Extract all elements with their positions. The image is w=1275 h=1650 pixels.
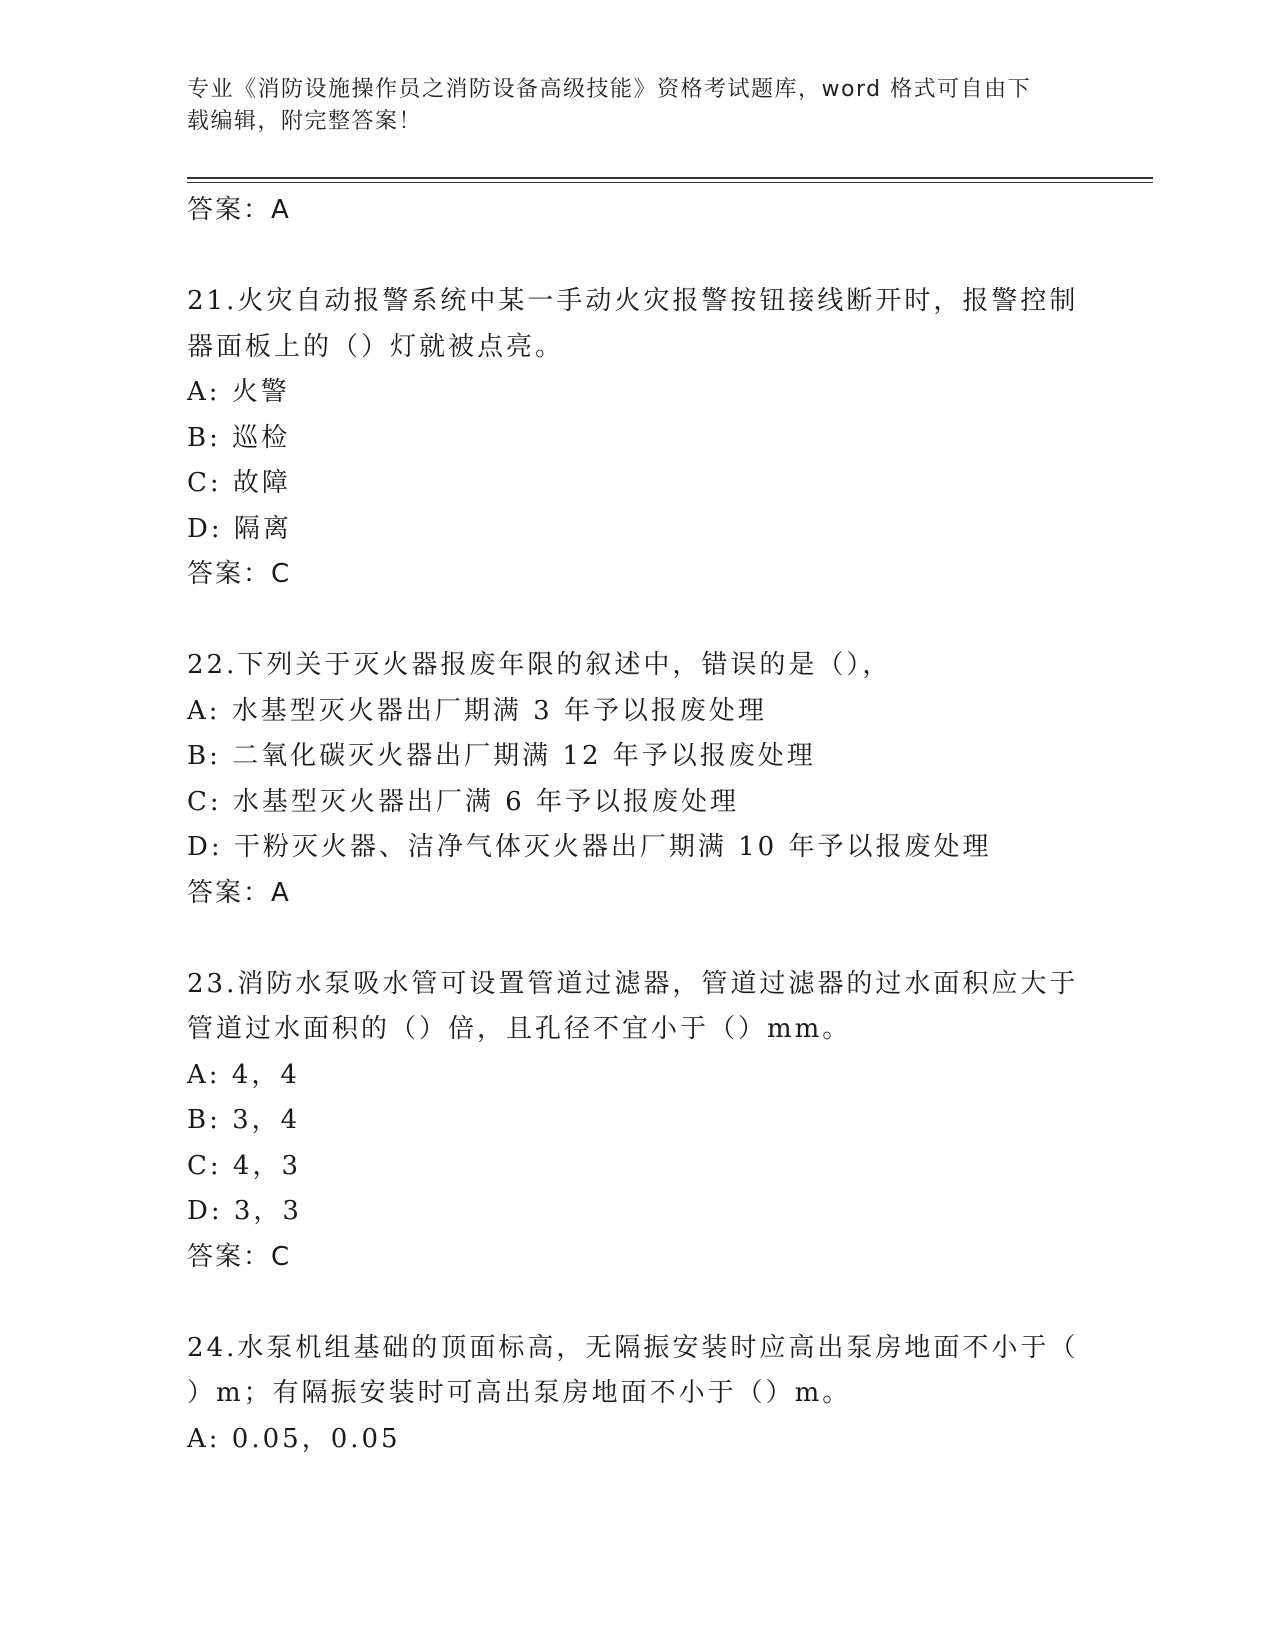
header-line-2: 载编辑，附完整答案！ — [187, 109, 423, 134]
option-a: A: 0.05，0.05 — [187, 1423, 401, 1454]
question-list — [187, 188, 1087, 1462]
spacer — [187, 916, 1087, 962]
option-c: C: 故障 — [187, 468, 291, 498]
answer-line: 答案：C — [187, 1241, 292, 1272]
spacer — [187, 1280, 1087, 1326]
question-24 — [187, 1326, 1087, 1463]
option-d: D: 隔离 — [187, 513, 292, 544]
question-text-line: 器面板上的（）灯就被点亮。 — [187, 331, 565, 362]
header-rule-thin — [187, 182, 1153, 183]
option-c: C: 4，3 — [187, 1150, 302, 1181]
question-text-line: 24.水泵机组基础的顶面标高，无隔振安装时应高出泵房地面不小于（ — [187, 1332, 1079, 1363]
question-text-line: 21.火灾自动报警系统中某一手动火灾报警按钮接线断开时，报警控制 — [187, 286, 1079, 316]
option-b: B: 3，4 — [187, 1105, 301, 1135]
option-d: D: 干粉灭火器、洁净气体灭火器出厂期满 10 年予以报废处理 — [187, 832, 992, 862]
header-line-1: 专业《消防设施操作员之消防设备高级技能》资格考试题库，word 格式可自由下 — [187, 77, 1032, 102]
option-b: B: 巡检 — [187, 422, 291, 453]
question-22 — [187, 643, 1087, 916]
option-a: A: 4，4 — [187, 1059, 300, 1090]
question-text-line: ）m；有隔振安装时可高出泵房地面不小于（）m。 — [187, 1378, 852, 1408]
option-a: A: 水基型灭火器出厂期满 3 年予以报废处理 — [187, 695, 767, 726]
option-a: A: 火警 — [187, 377, 290, 407]
question-23 — [187, 962, 1087, 1281]
question-text-line: 管道过水面积的（）倍，且孔径不宜小于（）mm。 — [187, 1014, 852, 1044]
option-b: B: 二氧化碳灭火器出厂期满 12 年予以报废处理 — [187, 741, 816, 771]
spacer — [187, 234, 1087, 280]
answer-line: 答案：A — [187, 877, 291, 908]
answer-line: 答案：A — [187, 195, 291, 225]
option-d: D: 3，3 — [187, 1196, 302, 1226]
question-text-line: 23.消防水泵吸水管可设置管道过滤器，管道过滤器的过水面积应大于 — [187, 968, 1079, 999]
question-21 — [187, 279, 1087, 598]
answer-line: 答案：C — [187, 559, 292, 589]
question-text-line: 22.下列关于灭火器报废年限的叙述中，错误的是（）， — [187, 650, 892, 680]
header-rule-thick — [187, 177, 1153, 179]
document-header — [187, 74, 1067, 138]
spacer — [187, 598, 1087, 644]
option-c: C: 水基型灭火器出厂满 6 年予以报废处理 — [187, 786, 739, 817]
